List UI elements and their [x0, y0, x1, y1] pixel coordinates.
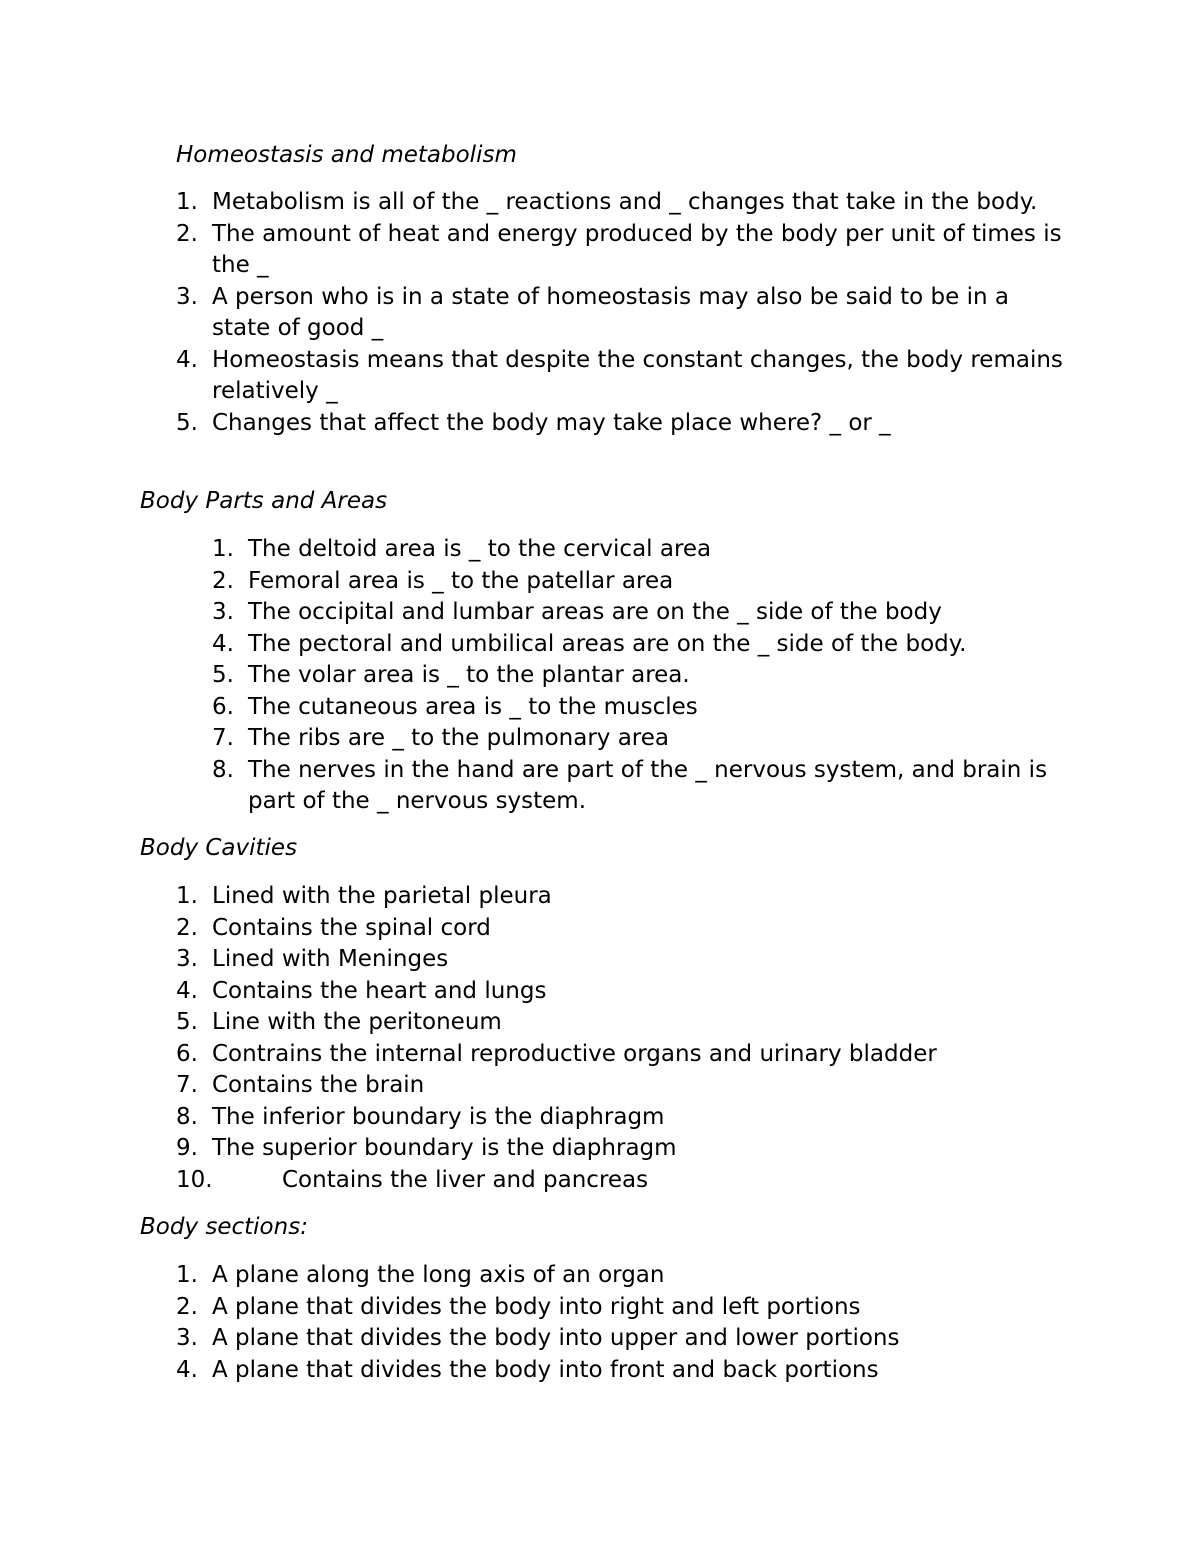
item-number: 5.: [176, 409, 198, 436]
item-text: Lined with the parietal pleura: [212, 883, 552, 909]
list-item: [212, 755, 1058, 818]
item-number: 5.: [212, 662, 234, 688]
item-text: Contains the liver and pancreas: [282, 1166, 649, 1193]
item-text: Lined with Meninges: [212, 946, 449, 972]
item-number: 10.: [176, 1166, 213, 1193]
item-number: 1.: [212, 536, 234, 562]
list-item: [176, 282, 1072, 345]
item-number: 7.: [176, 1072, 198, 1098]
list-item: [176, 1070, 1072, 1102]
item-text: The superior boundary is the diaphragm: [212, 1135, 677, 1161]
list-item: [176, 913, 1072, 945]
list-item: [212, 723, 1058, 755]
item-number: 2.: [176, 914, 198, 941]
item-number: 3.: [212, 599, 234, 625]
list-item: [176, 881, 1072, 913]
list-item: [212, 660, 1058, 692]
item-number: 2.: [176, 220, 198, 247]
item-text: The volar area is _ to the plantar area.: [248, 662, 690, 688]
list-item: [176, 408, 1072, 440]
item-number: 4.: [176, 977, 198, 1004]
question-list-body-sections: [176, 1260, 1072, 1386]
item-number: 8.: [176, 1103, 198, 1130]
item-number: 7.: [212, 725, 234, 751]
item-number: 8.: [212, 756, 234, 783]
section-heading-body-parts: Body Parts and Areas: [140, 488, 388, 514]
item-text: Contains the heart and lungs: [212, 977, 547, 1004]
item-number: 5.: [176, 1009, 198, 1035]
item-number: 1.: [176, 1262, 198, 1288]
list-item: [212, 566, 1058, 598]
item-text: Metabolism is all of the _ reactions and _ changes that take in the body.: [212, 189, 1038, 215]
item-number: 6.: [212, 693, 234, 720]
list-item: [176, 1102, 1072, 1134]
list-item: [212, 629, 1058, 661]
question-list-body-cavities: [176, 881, 1072, 1196]
item-number: 3.: [176, 946, 198, 972]
list-item: [176, 1260, 1072, 1292]
item-text: Femoral area is _ to the patellar area: [248, 567, 674, 594]
list-item: [176, 944, 1072, 976]
item-text: The occipital and lumbar areas are on the _ side of the body: [248, 599, 942, 625]
item-text: The pectoral and umbilical areas are on the _ side of the body.: [248, 630, 967, 657]
item-text: A plane along the long axis of an organ: [212, 1262, 665, 1288]
item-text: Line with the peritoneum: [212, 1009, 502, 1035]
item-number: 4.: [176, 1356, 198, 1383]
list-item: [176, 1133, 1072, 1165]
item-text: Contains the brain: [212, 1072, 425, 1098]
item-number: 9.: [176, 1135, 198, 1161]
item-text: The inferior boundary is the diaphragm: [212, 1103, 665, 1130]
item-text: Contrains the internal reproductive organs and urinary bladder: [212, 1040, 937, 1067]
item-number: 4.: [212, 630, 234, 657]
item-number: 1.: [176, 189, 198, 215]
list-item: [176, 1292, 1072, 1324]
item-text: A plane that divides the body into upper and lower portions: [212, 1325, 900, 1351]
item-number: 2.: [212, 567, 234, 594]
item-text: Homeostasis means that despite the constant changes, the body remains relatively _: [212, 346, 1063, 404]
item-number: 3.: [176, 1325, 198, 1351]
item-text: The ribs are _ to the pulmonary area: [248, 725, 669, 751]
item-text: A person who is in a state of homeostasis may also be said to be in a state of good _: [212, 283, 1009, 341]
question-list-homeostasis: [176, 187, 1072, 439]
item-text: Changes that affect the body may take place where? _ or _: [212, 409, 891, 436]
list-item: [176, 1323, 1072, 1355]
item-number: 6.: [176, 1040, 198, 1067]
item-text: A plane that divides the body into front and back portions: [212, 1356, 879, 1383]
list-item: [176, 187, 1072, 219]
list-item: [176, 219, 1072, 282]
item-text: The deltoid area is _ to the cervical area: [248, 536, 712, 562]
list-item: [176, 1007, 1072, 1039]
list-item: [176, 976, 1072, 1008]
list-item: [212, 597, 1058, 629]
item-number: 3.: [176, 283, 198, 310]
item-text: The cutaneous area is _ to the muscles: [248, 693, 698, 720]
section-heading-body-cavities: Body Cavities: [140, 835, 298, 861]
section-heading-homeostasis: Homeostasis and metabolism: [176, 142, 517, 168]
item-text: The nerves in the hand are part of the _ nervous system, and brain is part of the _ nervous system.: [248, 756, 1048, 814]
list-item: [176, 1165, 1072, 1197]
item-text: The amount of heat and energy produced by the body per unit of times is the _: [212, 220, 1062, 278]
item-number: 1.: [176, 883, 198, 909]
list-item: [212, 534, 1058, 566]
list-item: [176, 1355, 1072, 1387]
item-text: A plane that divides the body into right and left portions: [212, 1293, 861, 1320]
list-item: [176, 1039, 1072, 1071]
item-number: 4.: [176, 346, 198, 373]
item-text: Contains the spinal cord: [212, 914, 491, 941]
list-item: [176, 345, 1072, 408]
question-list-body-parts: [212, 534, 1058, 818]
item-number: 2.: [176, 1293, 198, 1320]
list-item: [212, 692, 1058, 724]
section-heading-body-sections: Body sections:: [140, 1214, 308, 1240]
